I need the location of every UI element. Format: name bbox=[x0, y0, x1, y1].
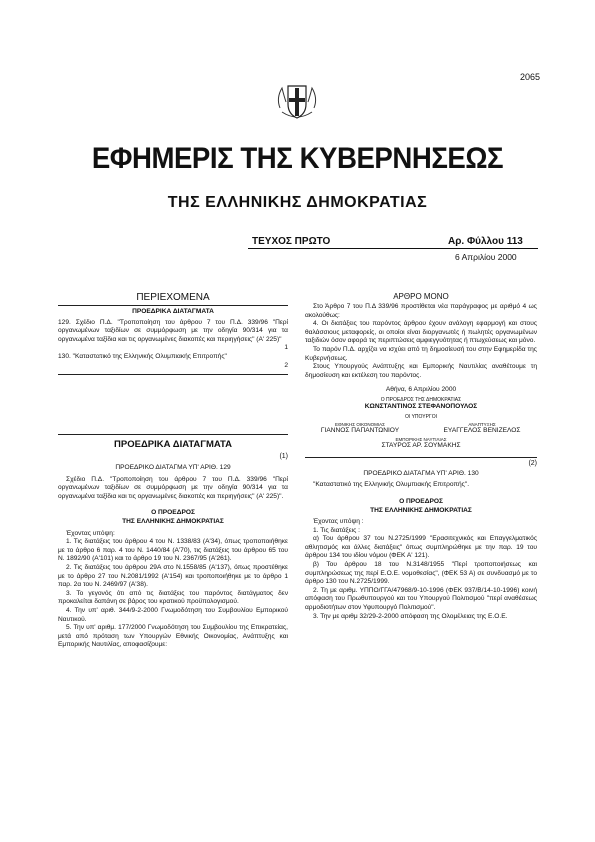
minister-role: ΕΜΠΟΡΙΚΗΣ ΝΑΥΤΙΛΙΑΣ bbox=[395, 437, 447, 443]
paragraph: 3. Το γεγονός ότι από τις διατάξεις του παρόντος διατάγματος δεν προκαλείται δαπάνη σε βάρος του κρατικού προϋπολογισμού. bbox=[58, 589, 288, 606]
paragraph: 2. Τη με αριθμ. ΥΠΠΟ/ΓΓΑ/47968/9-10-1996 (ΦΕΚ 937/Β/14-10-1996) κοινή απόφαση του Πρωθυπουργού και του Υπουργού Πολιτισμού "περί αναθέσεως αρμοδιοτήτων στον Υφυπουργό Πολιτισμού". bbox=[305, 586, 537, 612]
minister-2 bbox=[427, 422, 537, 436]
paragraph: β) Του άρθρου 18 του Ν.3148/1955 "Περί τροποποιήσεως και συμπληρώσεως της περί Ε.Ο.Ε. νομοθεσίας", (ΦΕΚ 53 Α) σε συνδυασμό με το άρθρο 130 του Ν.2725/1999. bbox=[305, 561, 537, 586]
minister-role: ΕΘΝΙΚΗΣ ΟΙΚΟΝΟΜΙΑΣ bbox=[335, 421, 385, 427]
president-label: Ο ΠΡΟΕΔΡΟΣ ΤΗΣ ΔΗΜΟΚΡΑΤΙΑΣ bbox=[380, 396, 462, 403]
issue-label: ΤΕΥΧΟΣ ΠΡΩΤΟ bbox=[252, 236, 331, 247]
decree-subject: Σχέδιο Π.Δ. "Τροποποίηση του άρθρου 7 του Π.Δ. 339/96 "Περί οργανωμένων ταξιδίων σε συμμόρφωση με την οδηγία 90/314 για τα οργανωμένα ταξίδια και τις οργανωμένες διακοπές και περιηγήσεις" (Α' 225)". bbox=[58, 475, 288, 500]
sheet-number: Αρ. Φύλλου 113 bbox=[448, 236, 523, 247]
minister-role: ΑΝΑΠΤΥΞΗΣ bbox=[468, 421, 496, 427]
ministers-label: ΟΙ ΥΠΟΥΡΓΟΙ bbox=[405, 413, 437, 420]
contents-item-page: 1 bbox=[284, 344, 288, 352]
president-heading: Ο ΠΡΟΕΔΡΟΣ bbox=[151, 509, 195, 517]
paragraph: 4. Την υπ' αριθ. 344/9-2-2000 Γνωμοδότηση του Συμβουλίου Εμπορικού Ναυτικού. bbox=[58, 606, 288, 623]
decree-subject: "Καταστατικό της Ελληνικής Ολυμπιακής Επιτροπής". bbox=[313, 481, 470, 489]
contents-item-text: 129. Σχέδιο Π.Δ. "Τροποποίηση του άρθρου 7 του Π.Δ. 339/96 "Περί οργανωμένων ταξιδίων σε συμμόρφωση με την οδηγία 90/314 για τα οργανωμένα ταξίδια και τις οργανωμένες διακοπές και περιηγήσεις" (Α' 225)" bbox=[58, 318, 288, 343]
ministers-row bbox=[305, 422, 537, 436]
minister-name: ΕΥΑΓΓΕΛΟΣ ΒΕΝΙΖΕΛΟΣ bbox=[443, 426, 521, 434]
paragraph: α) Του άρθρου 37 του Ν.2725/1999 "Ερασιτεχνικός και Επαγγελματικός αθλητισμός και άλλες διατάξεις" όπως συμπληρώθηκε με την παρ. 19 του άρθρου 134 του ιδίου νόμου (ΦΕΚ Α' 121). bbox=[305, 535, 537, 560]
paragraph: Στο Άρθρο 7 του Π.Δ 339/96 προστίθεται νέα παράγραφος με αριθμό 4 ως ακολούθως: bbox=[305, 303, 537, 319]
paragraph: 4. Οι διατάξεις του παρόντος άρθρου έχουν ανάλογη εφαρμογή και στους θαλάσσιους μεταφορείς, οι οποίοι είναι διοργανωτές ή πωλητές οργανωμένων ταξιδιών όσον αφορά τις περιπτώσεις αμφιεγγυότητας ή πτωχεύσεως και μόνο. bbox=[305, 320, 537, 345]
president-heading: Ο ΠΡΟΕΔΡΟΣ bbox=[399, 497, 443, 505]
paragraph: Το παρόν Π.Δ. αρχίζει να ισχύει από τη δημοσίευσή του στην Εφημερίδα της Κυβερνήσεως. bbox=[305, 345, 537, 362]
coat-of-arms-emblem bbox=[274, 78, 320, 124]
paragraph: 2. Τις διατάξεις του άρθρου 29Α στο Ν.1558/85 (Α'137), όπως προστέθηκε με το άρθρο 27 του Ν.2081/1992 (Α'154) και τροποποιήθηκε με το άρθρο 1 παρ. 2α του Ν. 2469/97 (Α'38). bbox=[58, 563, 288, 589]
divider bbox=[58, 305, 288, 306]
paragraph: 5. Την υπ' αριθμ. 177/2000 Γνωμοδότηση του Συμβουλίου της Επικρατείας, μετά από πρόταση των Υπουργών Εθνικής Οικονομίας, Ανάπτυξης και Εμπορικής Ναυτιλίας, αποφασίζουμε: bbox=[58, 624, 288, 649]
minister-1 bbox=[305, 422, 415, 436]
divider bbox=[305, 457, 537, 458]
minister-3 bbox=[305, 437, 537, 451]
divider bbox=[58, 374, 288, 375]
contents-item-page: 2 bbox=[284, 361, 288, 369]
gazette-subtitle: ΤΗΣ ΕΛΛΗΝΙΚΗΣ ΔΗΜΟΚΡΑΤΙΑΣ bbox=[167, 194, 428, 211]
section-title: ΠΡΟΕΔΡΙΚΑ ΔΙΑΤΑΓΜΑΤΑ bbox=[114, 439, 232, 450]
president-heading-2: ΤΗΣ ΕΛΛΗΝΙΚΗΣ ΔΗΜΟΚΡΑΤΙΑΣ bbox=[122, 517, 224, 525]
decree-marker: (2) bbox=[528, 459, 537, 467]
contents-block bbox=[58, 292, 288, 375]
contents-item bbox=[58, 319, 288, 353]
paragraph: 1. Τις διατάξεις του άρθρου 4 του Ν. 1338/83 (Α'34), όπως τροποποιήθηκε με το άρθρο 6 παρ. 4 του Ν. 1440/84 (Α'70), τις διατάξεις του άρθρου 65 του Ν. 1892/90 (Α'101) και το άρθρο 19 του Ν. 2367/95 (Α'261). bbox=[58, 538, 288, 563]
contents-heading: ΠΕΡΙΕΧΟΜΕΝΑ bbox=[136, 292, 210, 303]
president-heading-2: ΤΗΣ ΕΛΛΗΝΙΚΗΣ ΔΗΜΟΚΡΑΤΙΑΣ bbox=[370, 506, 472, 514]
having-in-mind: Έχοντας υπόψη: bbox=[66, 529, 115, 537]
contents-item bbox=[58, 353, 288, 370]
gazette-title: ΕΦΗΜΕΡΙΣ ΤΗΣ ΚΥΒΕΡΝΗΣΕΩΣ bbox=[91, 142, 504, 175]
contents-section: ΠΡΟΕΔΡΙΚΑ ΔΙΑΤΑΓΜΑΤΑ bbox=[132, 308, 214, 315]
header-rule bbox=[248, 248, 538, 249]
right-column bbox=[305, 292, 537, 621]
contents-item-text: 130. "Καταστατικό της Ελληνικής Ολυμπιακής Επιτροπής" bbox=[58, 352, 227, 360]
article-heading: ΑΡΘΡΟ ΜΟΝΟ bbox=[393, 292, 449, 301]
decree-marker: (1) bbox=[279, 453, 288, 460]
president-name: ΚΩΝΣΤΑΝΤΙΝΟΣ ΣΤΕΦΑΝΟΠΟΥΛΟΣ bbox=[364, 402, 478, 410]
minister-name: ΣΤΑΥΡΟΣ ΑΡ. ΣΟΥΜΑΚΗΣ bbox=[381, 442, 461, 450]
having-in-mind: Έχοντας υπόψη : bbox=[313, 518, 364, 526]
place-date: Αθήνα, 6 Απριλίου 2000 bbox=[385, 386, 457, 394]
minister-name: ΓΙΑΝΝΟΣ ΠΑΠΑΝΤΩΝΙΟΥ bbox=[320, 426, 400, 434]
left-decree-block bbox=[58, 434, 288, 650]
paragraph: 3. Την με αριθμ 32/29-2-2000 απόφαση της Ολομέλειας της Ε.Ο.Ε. bbox=[313, 612, 508, 620]
decree-title: ΠΡΟΕΔΡΙΚΟ ΔΙΑΤΑΓΜΑ ΥΠ' ΑΡΙΘ. 130 bbox=[363, 469, 479, 477]
decree-title: ΠΡΟΕΔΡΙΚΟ ΔΙΑΤΑΓΜΑ ΥΠ' ΑΡΙΘ. 129 bbox=[115, 464, 231, 471]
issue-date: 6 Απριλίου 2000 bbox=[455, 252, 517, 262]
divider bbox=[58, 434, 288, 435]
lead-paragraph: 1. Τις διατάξεις : bbox=[313, 526, 360, 534]
paragraph: Στους Υπουργούς Ανάπτυξης και Εμπορικής Ναυτιλίας αναθέτουμε τη δημοσίευση και εκτέλεση του παρόντος. bbox=[305, 363, 537, 379]
page-number: 2065 bbox=[520, 72, 541, 82]
